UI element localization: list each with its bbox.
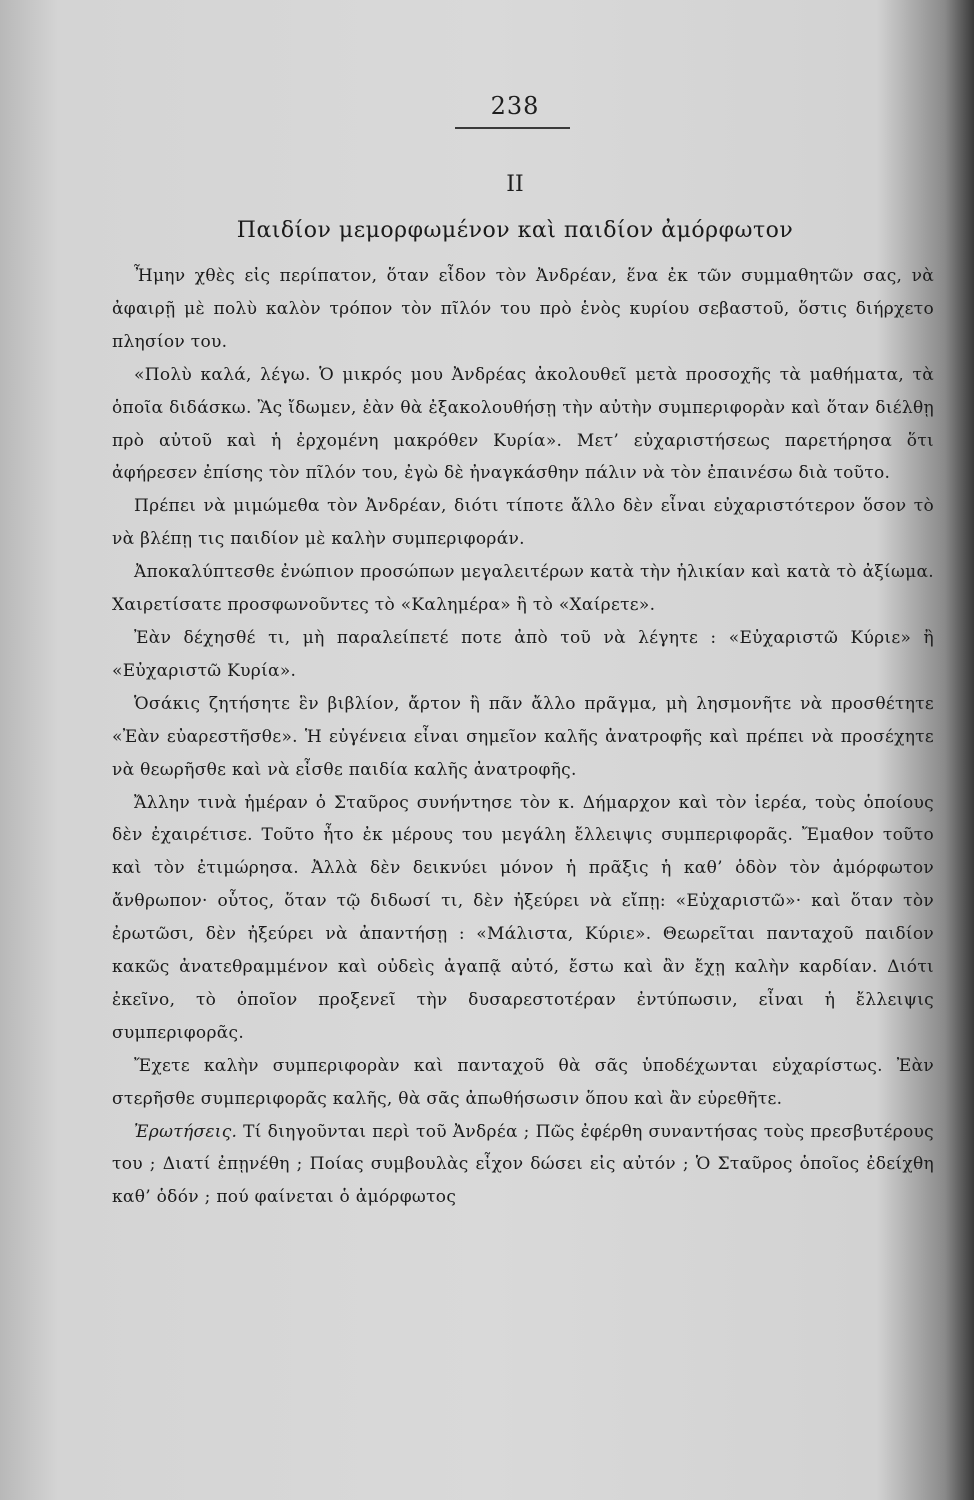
paragraph: Ἔχετε καλὴν συμπεριφορὰν καὶ πανταχοῦ θὰ σᾶς ὑποδέχωνται εὐχαρίστως. Ἐὰν στερῆσθε συμπεριφορᾶς καλῆς, θὰ σᾶς ἀπωθήσωσιν ὅπου καὶ ἂν εὑρεθῆτε. — [112, 1055, 934, 1109]
paragraph: «Πολὺ καλά, λέγω. Ὁ μικρός μου Ἀνδρέας ἀκολουθεῖ μετὰ προσοχῆς τὰ μαθήματα, τὰ ὁποῖα διδάσκω. Ἂς ἴδωμεν, ἐὰν θὰ ἐξακολουθήσῃ τὴν αὐτὴν συμπεριφορὰν καὶ ὅταν διέλθῃ πρὸ αὐτοῦ καὶ ἡ ἐρχομένη μακρόθεν Κυρία». Μετ’ εὐχαριστήσεως παρετήρησα ὅτι ἀφήρεσεν ἐπίσης τὸν πῖλόν του, ἐγὼ δὲ ἠναγκάσθην πάλιν νὰ τὸν ἐπαινέσω διὰ τοῦτο. — [112, 364, 934, 484]
questions-text: Τί διηγοῦνται περὶ τοῦ Ἀνδρέα ; Πῶς ἐφέρθη συναντήσας τοὺς πρεσβυτέρους του ; Διατί ἐπῃνέθη ; Ποίας συμβουλὰς εἶχον δώσει εἰς αὐτόν ; Ὁ Σταῦρος ὁποῖος ἐδείχθη καθ’ ὁδόν ; πού φαίνεται ὁ ἀμόρφωτος — [112, 1121, 934, 1208]
page-number: 238 — [490, 92, 540, 120]
paragraph: Ὁσάκις ζητήσητε ἓν βιβλίον, ἄρτον ἢ πᾶν ἄλλο πρᾶγμα, μὴ λησμονῆτε νὰ προσθέτητε «Ἐὰν εὐαρεστῆσθε». Ἡ εὐγένεια εἶναι σημεῖον καλῆς ἀνατροφῆς καὶ πρέπει νὰ προσέχητε νὰ θεωρῆσθε καὶ νὰ εἶσθε παιδία καλῆς ἀνατροφῆς. — [112, 693, 934, 780]
paragraph: Πρέπει νὰ μιμώμεθα τὸν Ἀνδρέαν, διότι τίποτε ἄλλο δὲν εἶναι εὐχαριστότερον ὅσον τὸ νὰ βλέπῃ τις παιδίον μὲ καλὴν συμπεριφοράν. — [112, 496, 934, 550]
paragraph: Ἦμην χθὲς εἰς περίπατον, ὅταν εἶδον τὸν Ἀνδρέαν, ἕνα ἐκ τῶν συμμαθητῶν σας, νὰ ἀφαιρῇ μὲ πολὺ καλὸν τρόπον τὸν πῖλόν του πρὸ ἑνὸς κυρίου σεβαστοῦ, ὅστις διήρχετο πλησίον του. — [112, 266, 934, 352]
chapter-title: Παιδίον μεμορφωμένον καὶ παιδίον ἀμόρφωτον — [236, 218, 794, 243]
questions-label: Ἐρωτήσεις. — [134, 1121, 238, 1142]
paragraph: Ἀποκαλύπτεσθε ἐνώπιον προσώπων μεγαλειτέρων κατὰ τὴν ἡλικίαν καὶ κατὰ τὸ ἀξίωμα. Χαιρετίσατε προσφωνοῦντες τὸ «Καλημέρα» ἢ τὸ «Χαίρετε». — [112, 562, 934, 616]
page-number-rule — [455, 127, 570, 129]
paragraph: Ἄλλην τινὰ ἡμέραν ὁ Σταῦρος συνήντησε τὸν κ. Δήμαρχον καὶ τὸν ἱερέα, τοὺς ὁποίους δὲν ἐχαιρέτισε. Τοῦτο ἦτο ἐκ μέρους του μεγάλη ἔλλειψις συμπεριφορᾶς. Ἔμαθον τοῦτο καὶ τὸν ἐτιμώρησα. Ἀλλὰ δὲν δεικνύει μόνον ἡ πρᾶξις ἡ καθ’ ὁδὸν τὸν ἀμόρφωτον ἄνθρωπον· οὗτος, ὅταν τῷ διδωσί τι, δὲν ἠξεύρει νὰ εἴπῃ: «Εὐχαριστῶ»· καὶ ὅταν τὸν ἐρωτῶσι, δὲν ἠξεύρει νὰ ἀπαντήσῃ : «Μάλιστα, Κύριε». Θεωρεῖται πανταχοῦ παιδίον κακῶς ἀνατεθραμμένον καὶ οὐδεὶς ἀγαπᾷ αὐτό, ἔστω καὶ ἂν ἔχῃ καλὴν καρδίαν. Διότι ἐκεῖνο, τὸ ὁποῖον προξενεῖ τὴν δυσαρεστοτέραν ἐντύπωσιν, εἶναι ἡ ἔλλειψις συμπεριφορᾶς. — [112, 792, 934, 1043]
paragraph: Ἐὰν δέχησθέ τι, μὴ παραλείπετέ ποτε ἀπὸ τοῦ νὰ λέγητε : «Εὐχαριστῶ Κύριε» ἢ «Εὐχαριστῶ Κυρία». — [112, 627, 934, 681]
questions-paragraph — [112, 1116, 934, 1215]
section-numeral: II — [506, 172, 524, 197]
body-text — [112, 260, 934, 1214]
